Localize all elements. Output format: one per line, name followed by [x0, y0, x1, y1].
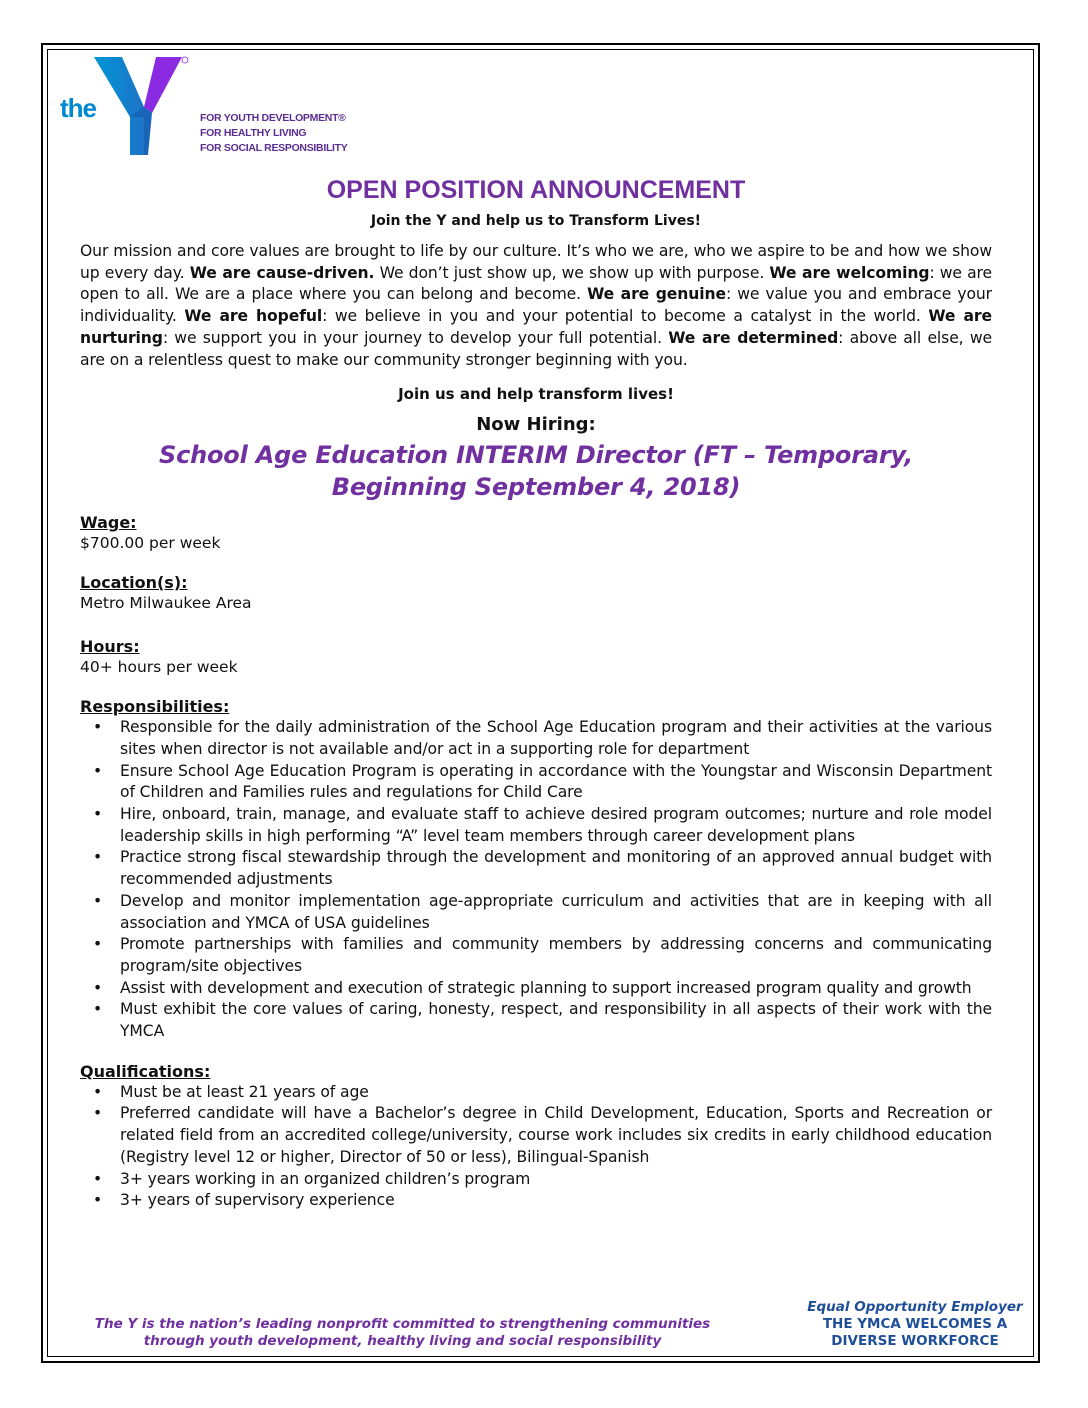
wage-value: $700.00 per week — [80, 534, 221, 553]
hours-section — [80, 637, 992, 677]
join-line: Join us and help transform lives! — [398, 385, 674, 404]
wage-section — [80, 513, 992, 553]
qualifications-section — [80, 1062, 992, 1212]
mission-text: : above all else, we are on a relentless quest to make our community stronger beginning with you. — [80, 328, 992, 369]
ymca-logo — [60, 55, 360, 160]
list-item: • Practice strong fiscal stewardship through the development and monitoring of an approved annual budget with recommended adjustments — [93, 848, 992, 889]
responsibilities-list — [80, 717, 992, 1043]
location-label: Location(s): — [80, 573, 188, 593]
mission-text: : we value you and embrace your individuality. — [80, 285, 992, 326]
announcement-body — [80, 174, 992, 1212]
ymca-y-icon — [94, 55, 190, 157]
eoe-line: Equal Opportunity Employer — [807, 1299, 1023, 1315]
mission-value-phrase: We are determined — [668, 328, 839, 347]
list-item: • Promote partnerships with families and community members by addressing concerns and communicating program/site objectives — [93, 935, 992, 975]
page-subtitle: Join the Y and help us to Transform Lives! — [370, 213, 702, 229]
tagline-line: FOR SOCIAL RESPONSIBILITY — [200, 142, 348, 154]
footer-eoe-notice — [795, 1299, 1035, 1350]
footer-line: The Y is the nation’s leading nonprofit committed to strengthening communities — [94, 1316, 711, 1332]
mission-value-phrase: We are cause-driven. — [189, 263, 375, 282]
job-title-line1: School Age Education INTERIM Director (FT – Temporary, — [159, 441, 913, 470]
location-section — [80, 573, 992, 613]
responsibilities-label: Responsibilities: — [80, 697, 230, 717]
mission-text: : we believe in you and your potential to become a catalyst in the world. — [322, 307, 929, 326]
mission-text: Our mission and core values are brought to life by our culture. It’s who we are, who we aspire to be and how we show up every day. — [80, 242, 992, 282]
qualifications-list — [80, 1082, 992, 1212]
list-item: • 3+ years working in an organized children’s program — [93, 1169, 531, 1188]
job-title — [80, 439, 992, 503]
page-title: OPEN POSITION ANNOUNCEMENT — [326, 176, 746, 204]
logo-word-the: the — [60, 93, 96, 123]
list-item: • Responsible for the daily administration of the School Age Education program and their activities at the various sites when director is not available and/or act in a supporting role for department — [93, 718, 992, 758]
hours-value: 40+ hours per week — [80, 658, 238, 677]
tagline-line: FOR YOUTH DEVELOPMENT® — [200, 112, 346, 124]
footer-mission-statement — [80, 1316, 725, 1350]
logo-tagline — [200, 111, 348, 156]
hours-label: Hours: — [80, 637, 140, 657]
location-value: Metro Milwaukee Area — [80, 594, 252, 613]
mission-value-phrase: We are nurturing — [80, 307, 992, 347]
wage-label: Wage: — [80, 513, 137, 533]
eoe-line: DIVERSE WORKFORCE — [831, 1333, 999, 1349]
mission-value-phrase: We are genuine — [587, 285, 726, 304]
eoe-line: THE YMCA WELCOMES A — [822, 1316, 1008, 1332]
job-title-line2: Beginning September 4, 2018) — [331, 473, 741, 502]
mission-text: We don’t just show up, we show up with purpose. — [374, 263, 770, 282]
qualifications-label: Qualifications: — [80, 1061, 211, 1081]
list-item: • Develop and monitor implementation age-appropriate curriculum and activities that are in keeping with all association and YMCA of USA guidelines — [93, 891, 992, 932]
responsibilities-section — [80, 697, 992, 1043]
list-item: • Ensure School Age Education Program is operating in accordance with the Youngstar and Wisconsin Department of Children and Families rules and regulations for Child Care — [93, 761, 992, 802]
mission-paragraph — [80, 241, 992, 371]
tagline-line: FOR HEALTHY LIVING — [200, 127, 307, 139]
now-hiring-heading: Now Hiring: — [476, 414, 596, 436]
footer-line: through youth development, healthy living and social responsibility — [143, 1333, 662, 1349]
list-item: • Must exhibit the core values of caring, honesty, respect, and responsibility in all aspects of their work with the YMCA — [93, 1000, 992, 1041]
mission-value-phrase: We are welcoming — [769, 263, 930, 282]
list-item: • Assist with development and execution of strategic planning to support increased program quality and growth — [93, 978, 972, 997]
list-item: • Hire, onboard, train, manage, and evaluate staff to achieve desired program outcomes; nurture and role model leadership skills in high performing “A” level team members through career development plans — [93, 805, 992, 845]
mission-value-phrase: We are hopeful — [184, 307, 323, 326]
list-item: • Must be at least 21 years of age — [93, 1082, 369, 1101]
list-item: • Preferred candidate will have a Bachelor’s degree in Child Development, Education, Sports and Recreation or related field from an accredited college/university, course work includes six credits in early childhood education (Registry level 12 or higher, Director of 50 or less), Bilingual-Spanish — [93, 1104, 992, 1166]
mission-text: : we support you in your journey to develop your full potential. — [162, 328, 669, 347]
mission-text: : we are open to all. We are a place where you can belong and become. — [80, 263, 993, 304]
list-item: • 3+ years of supervisory experience — [93, 1191, 395, 1210]
